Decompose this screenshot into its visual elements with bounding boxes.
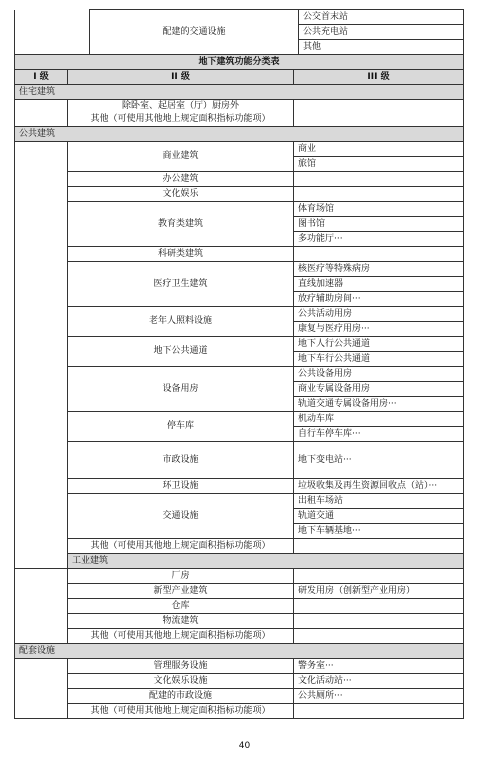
sanitation-facility: 环卫设施: [68, 479, 294, 494]
research-level3: [294, 247, 464, 262]
vehicle-depot-item: 地下车辆基地···: [294, 524, 464, 539]
radiotherapy-room-item: 放疗辅助房间···: [294, 292, 464, 307]
management-service-facility: 管理服务设施: [68, 659, 294, 674]
public-toilet-item: 公共厕所···: [294, 689, 464, 704]
parking-garage: 停车库: [68, 412, 294, 442]
document-page: [14, 9, 463, 719]
logistics-level3: [294, 614, 464, 629]
culture-entertainment: 文化娱乐: [68, 187, 294, 202]
elderly-care-facility: 老年人照料设施: [68, 307, 294, 337]
page-number: 40: [238, 741, 251, 751]
continued-table: [14, 9, 464, 55]
residential-item-1: 除卧室、起居室（厅）厨房外: [68, 100, 294, 114]
supporting-other: 其他（可使用其他地上规定面积指标功能项）: [68, 704, 294, 719]
medical-building: 医疗卫生建筑: [68, 262, 294, 307]
public-spacer: [15, 142, 68, 569]
transport-facility-label: 配建的交通设施: [90, 10, 299, 55]
header-level3: III 级: [294, 70, 464, 85]
underground-passage: 地下公共通道: [68, 337, 294, 367]
commercial-item: 商业: [294, 142, 464, 157]
public-other: 其他（可使用其他地上规定面积指标功能项）: [68, 539, 294, 554]
substation-item: 地下变电站···: [294, 442, 464, 479]
equipment-room: 设备用房: [68, 367, 294, 412]
multipurpose-hall-item: 多功能厅···: [294, 232, 464, 247]
research-building: 科研类建筑: [68, 247, 294, 262]
cultural-station-item: 文化活动站···: [294, 674, 464, 689]
continued-level1-cell: [15, 10, 90, 55]
rail-equipment-item: 轨道交通专属设备用房···: [294, 397, 464, 412]
vehicle-passage-item: 地下车行公共通道: [294, 352, 464, 367]
underground-function-table: [14, 54, 464, 719]
logistics-building: 物流建筑: [68, 614, 294, 629]
residential-spacer: [15, 100, 68, 127]
category-industrial: 工业建筑: [68, 554, 464, 569]
header-level2: II 级: [68, 70, 294, 85]
pedestrian-passage-item: 地下人行公共通道: [294, 337, 464, 352]
industrial-other-level3: [294, 629, 464, 644]
industrial-spacer: [15, 569, 68, 644]
new-industry-building: 新型产业建筑: [68, 584, 294, 599]
police-room-item: 警务室···: [294, 659, 464, 674]
category-supporting: 配套设施: [15, 644, 464, 659]
culture-level3: [294, 187, 464, 202]
public-other-level3: [294, 539, 464, 554]
industrial-other: 其他（可使用其他地上规定面积指标功能项）: [68, 629, 294, 644]
waste-collection-item: 垃圾收集及再生资源回收点（站）···: [294, 479, 464, 494]
gymnasium-item: 体育场馆: [294, 202, 464, 217]
bicycle-garage-item: 自行车停车库···: [294, 427, 464, 442]
charging-station: 公共充电站: [299, 25, 464, 40]
office-building: 办公建筑: [68, 172, 294, 187]
hotel-item: 旅馆: [294, 157, 464, 172]
supporting-other-level3: [294, 704, 464, 719]
factory: 厂房: [68, 569, 294, 584]
taxi-station-item: 出租车场站: [294, 494, 464, 509]
category-residential: 住宅建筑: [15, 85, 464, 100]
rnd-room-item: 研发用房（创新型产业用房）: [294, 584, 464, 599]
supporting-spacer: [15, 659, 68, 719]
residential-level3: [294, 100, 464, 127]
commercial-equipment-item: 商业专属设备用房: [294, 382, 464, 397]
office-level3: [294, 172, 464, 187]
linear-accelerator-item: 直线加速器: [294, 277, 464, 292]
bus-terminal: 公交首末站: [299, 10, 464, 25]
motor-garage-item: 机动车库: [294, 412, 464, 427]
other-item: 其他: [299, 40, 464, 55]
warehouse: 仓库: [68, 599, 294, 614]
nuclear-ward-item: 核医疗等特殊病房: [294, 262, 464, 277]
public-equipment-item: 公共设备用房: [294, 367, 464, 382]
public-activity-room-item: 公共活动用房: [294, 307, 464, 322]
factory-level3: [294, 569, 464, 584]
residential-item-2: 其他（可使用其他地上规定面积指标功能项）: [68, 113, 294, 127]
culture-entertainment-facility: 文化娱乐设施: [68, 674, 294, 689]
municipal-facility: 市政设施: [68, 442, 294, 479]
header-level1: I 级: [15, 70, 68, 85]
commercial-building: 商业建筑: [68, 142, 294, 172]
transport-facility: 交通设施: [68, 494, 294, 539]
supporting-municipal-facility: 配建的市政设施: [68, 689, 294, 704]
warehouse-level3: [294, 599, 464, 614]
rehab-medical-room-item: 康复与医疗用房···: [294, 322, 464, 337]
category-public: 公共建筑: [15, 127, 464, 142]
education-building: 教育类建筑: [68, 202, 294, 247]
table-title: 地下建筑功能分类表: [15, 55, 464, 70]
library-item: 图书馆: [294, 217, 464, 232]
rail-transit-item: 轨道交通: [294, 509, 464, 524]
